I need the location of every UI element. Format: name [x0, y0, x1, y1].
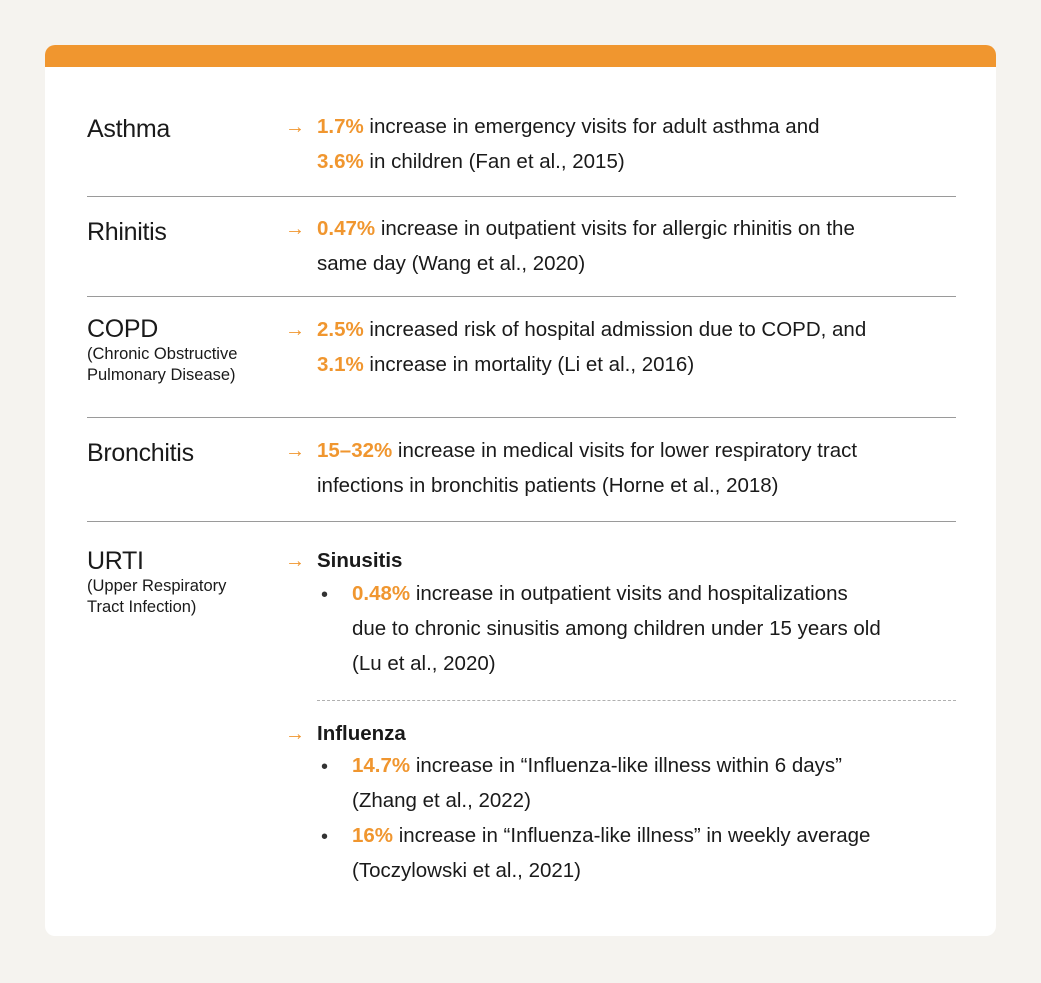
- subtitle-line: (Chronic Obstructive: [87, 345, 238, 363]
- subsection-heading-influenza: Influenza: [317, 722, 406, 745]
- right-arrow-icon: →: [285, 723, 305, 745]
- description-line: [352, 853, 942, 888]
- stat-highlight: 0.47%: [317, 217, 376, 240]
- line-text: (Toczylowski et al., 2021): [352, 859, 582, 882]
- stat-highlight: 3.6%: [317, 150, 364, 173]
- right-arrow-icon: →: [285, 440, 305, 462]
- subtitle-line: (Upper Respiratory: [87, 577, 227, 595]
- line-text: infections in bronchitis patients (Horne et al., 2018): [317, 474, 779, 497]
- description-line: [352, 783, 942, 818]
- line-text: increase in emergency visits for adult asthma and: [363, 115, 820, 138]
- line-text: due to chronic sinusitis among children under 15 years old: [352, 617, 881, 640]
- description-line: [317, 312, 937, 347]
- stat-highlight: 2.5%: [317, 318, 364, 341]
- row-description: [317, 109, 937, 179]
- line-text: increase in mortality (Li et al., 2016): [363, 353, 695, 376]
- line-text: increase in outpatient visits and hospitalizations: [410, 582, 848, 605]
- stat-highlight: 1.7%: [317, 115, 364, 138]
- line-text: increase in “Influenza-like illness” in weekly average: [393, 824, 871, 847]
- description-line: [317, 246, 937, 281]
- line-text: in children (Fan et al., 2015): [363, 150, 625, 173]
- row-divider: [87, 296, 956, 297]
- row-title: Rhinitis: [87, 218, 167, 246]
- bullet-text: [352, 818, 942, 888]
- row-title: Asthma: [87, 115, 170, 143]
- line-text: increase in medical visits for lower respiratory tract: [392, 439, 858, 462]
- info-card: [45, 45, 996, 936]
- row-subtitle: [87, 576, 226, 618]
- row-subtitle: [87, 344, 237, 386]
- row-divider: [87, 521, 956, 522]
- line-text: increase in “Influenza-like illness within 6 days”: [410, 754, 842, 777]
- row-description: [317, 312, 937, 382]
- subsection-heading-sinusitis: Sinusitis: [317, 549, 403, 572]
- accent-bar: [45, 45, 996, 67]
- description-line: [317, 109, 937, 144]
- bullet-text: [352, 748, 942, 818]
- stat-highlight: 3.1%: [317, 353, 364, 376]
- right-arrow-icon: →: [285, 116, 305, 138]
- subtitle-line: Tract Infection): [87, 598, 197, 616]
- stat-highlight: 14.7%: [352, 754, 411, 777]
- right-arrow-icon: →: [285, 218, 305, 240]
- bullet-text: [352, 576, 942, 681]
- subtitle-line: Pulmonary Disease): [87, 366, 236, 384]
- right-arrow-icon: →: [285, 319, 305, 341]
- stat-highlight: 0.48%: [352, 582, 411, 605]
- description-line: [317, 468, 937, 503]
- bullet-dot-icon: •: [321, 756, 329, 778]
- bullet-dot-icon: •: [321, 826, 329, 848]
- stat-highlight: 16%: [352, 824, 394, 847]
- row-divider: [87, 196, 956, 197]
- line-text: increased risk of hospital admission due to COPD, and: [363, 318, 867, 341]
- subsection-divider: [317, 700, 956, 701]
- description-line: [317, 144, 937, 179]
- row-title: COPD: [87, 315, 159, 343]
- row-divider: [87, 417, 956, 418]
- description-line: [352, 748, 942, 783]
- description-line: [352, 576, 942, 611]
- description-line: [352, 818, 942, 853]
- description-line: [317, 211, 937, 246]
- row-description: [317, 211, 937, 281]
- row-description: [317, 433, 937, 503]
- stat-highlight: 15–32%: [317, 439, 393, 462]
- row-title: URTI: [87, 547, 144, 575]
- line-text: (Zhang et al., 2022): [352, 789, 531, 812]
- line-text: (Lu et al., 2020): [352, 652, 496, 675]
- description-line: [317, 433, 937, 468]
- line-text: same day (Wang et al., 2020): [317, 252, 586, 275]
- description-line: [352, 611, 942, 646]
- row-title: Bronchitis: [87, 439, 194, 467]
- line-text: increase in outpatient visits for allergic rhinitis on the: [375, 217, 855, 240]
- bullet-dot-icon: •: [321, 584, 329, 606]
- description-line: [317, 347, 937, 382]
- right-arrow-icon: →: [285, 550, 305, 572]
- description-line: [352, 646, 942, 681]
